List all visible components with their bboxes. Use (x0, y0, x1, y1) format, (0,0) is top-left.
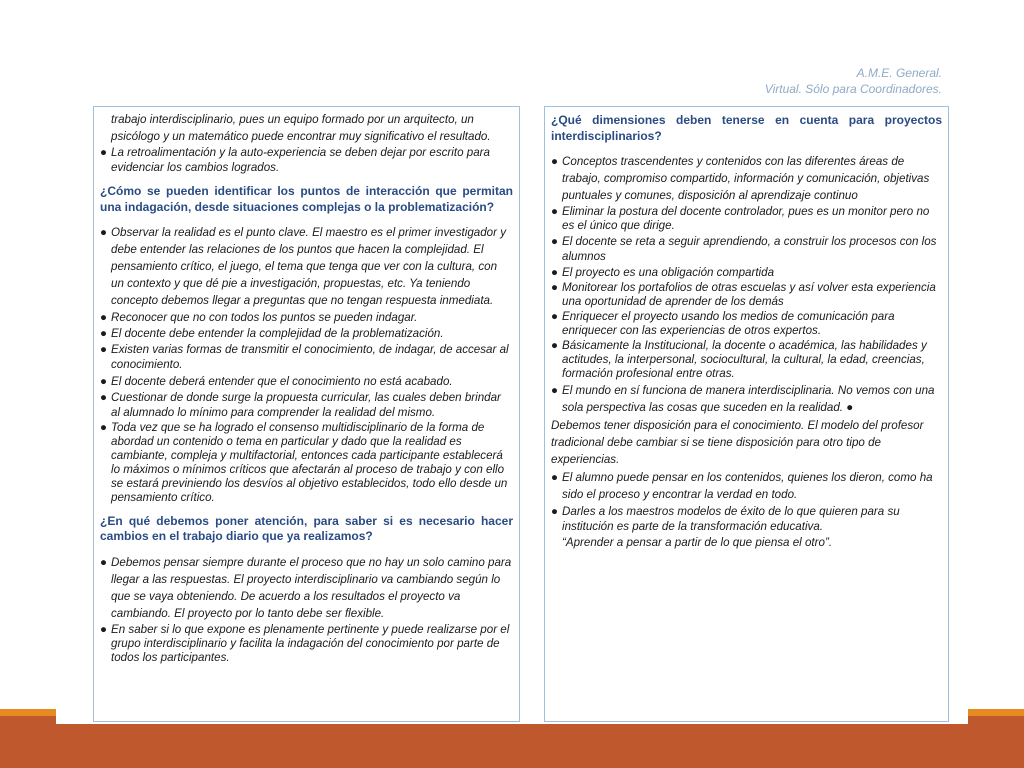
right-bullet-7-text: Básicamente la Institucional, la docente o académica, las habilidades y actitudes, la interpersonal, sociocultural, la cultural, la edad, creencias, formación profesional entre otras. (562, 339, 927, 381)
bullet-icon: ● (551, 505, 559, 519)
right-bullet-5 (551, 281, 942, 309)
left-question-2: ¿En qué debemos poner atención, para saber si es necesario hacer cambios en el trabajo diario que ya realizamos? (100, 513, 513, 544)
left-bullet-6-text: Cuestionar de donde surge la propuesta curricular, las cuales deben brindar al alumnado lo mínimo para comprender la realidad del mismo. (111, 390, 501, 419)
header-title: A.M.E. General. (856, 66, 942, 80)
footer-bar-orange-left (0, 709, 56, 716)
bullet-icon: ● (551, 205, 559, 218)
right-bullet-7 (551, 339, 942, 381)
bullet-icon: ● (100, 343, 108, 357)
bullet-icon: ● (551, 471, 559, 485)
right-bullet-2 (551, 205, 942, 233)
right-bullet-1-text: Conceptos trascendentes y contenidos con las diferentes áreas de trabajo, compromiso compartido, información y comunicación, objetivas puntuales y comunes, disposición al aprendizaje continuo (562, 155, 930, 202)
left-bullet-0-text: La retroalimentación y la auto-experiencia se deben dejar por escrito para evidenciar los cambios logrados. (111, 146, 490, 175)
bullet-icon: ● (551, 310, 559, 324)
bullet-icon: ● (100, 390, 108, 404)
left-question-1: ¿Cómo se pueden identificar los puntos de interacción que permitan una indagación, desde situaciones complejas o la problematización? (100, 184, 513, 214)
right-bullet-4-text: El proyecto es una obligación compartida (562, 266, 775, 280)
right-bullet-4 (551, 265, 942, 280)
right-bullet-8 (551, 382, 942, 416)
left-bullet-0 (100, 145, 513, 175)
bullet-icon: ● (551, 339, 559, 353)
right-bullet-8-text: El mundo en sí funciona de manera interdisciplinaria. No vemos con una sola perspectiva las cosas que suceden en la realidad. ● (562, 384, 935, 415)
left-bullet-2 (100, 310, 513, 325)
right-bullet-11 (551, 504, 942, 534)
right-bullet-6 (551, 310, 942, 338)
left-bullet-8-text: Debemos pensar siempre durante el proceso que no hay un solo camino para llegar a las respuestas. El proyecto interdisciplinario va cambiando según lo que se vaya obteniendo. De acuerdo a los resultados el proyecto va cambiando. El proyecto por lo tanto debe ser flexible. (111, 555, 512, 620)
bullet-icon: ● (551, 281, 559, 295)
left-bullet-9-text: En saber si lo que expone es plenamente pertinente y puede realizarse por el grupo interdisciplinario y facilita la indagación del conocimiento por parte de todos los participantes. (111, 622, 510, 664)
left-bullet-1 (100, 224, 513, 309)
right-bullet-1 (551, 153, 942, 204)
left-bullet-8 (100, 554, 513, 622)
right-bullet-6-text: Enriquecer el proyecto usando los medios de comunicación para enriquecer con las experiencias de otros expertos. (562, 310, 895, 338)
left-bullet-2-text: Reconocer que no con todos los puntos se pueden indagar. (111, 311, 418, 325)
bullet-icon: ● (100, 555, 108, 569)
bullet-icon: ● (100, 226, 108, 240)
left-bullet-7 (100, 421, 513, 505)
footer-bar-orange-right (968, 709, 1024, 716)
right-bullet-3-text: El docente se reta a seguir aprendiendo, a construir los procesos con los alumnos (562, 235, 937, 264)
left-bullet-5 (100, 374, 513, 389)
left-bullet-7-text: Toda vez que se ha logrado el consenso multidisciplinario de la forma de abordad un contenido o tema en particular y dado que la realidad es cambiante, compleja y multifactorial, entonces cada participante establecerá lo máximos o mínimos críticos que afectarán al proceso de trabajo y con ello se estará previniendo los desvíos al objetivo establecidos, todo ello desde un pensamiento crítico. (111, 420, 508, 504)
right-bullet-10-text: El alumno puede pensar en los contenidos, quienes los dieron, como ha sido el proceso y encontrar la verdad en todo. (562, 471, 933, 502)
bullet-icon: ● (100, 146, 108, 159)
bullet-icon: ● (100, 622, 108, 636)
bullet-icon: ● (100, 420, 108, 434)
left-paragraph-0: trabajo interdisciplinario, pues un equipo formado por un arquitecto, un psicólogo y un matemático puede encontrar muy significativo el resultado. (111, 113, 491, 143)
bullet-icon: ● (551, 155, 559, 168)
left-bullet-5-text: El docente deberá entender que el conocimiento no está acabado. (111, 374, 453, 388)
header-subtitle: Virtual. Sólo para Coordinadores. (764, 82, 942, 96)
right-column (544, 106, 949, 722)
bullet-icon: ● (100, 311, 108, 325)
right-paragraph-9-text: Debemos tener disposición para el conocimiento. El modelo del profesor tradicional debe cambiar si se tiene disposición para otro tipo de experiencias. (551, 419, 924, 467)
left-bullet-1-text: Observar la realidad es el punto clave. El maestro es el primer investigador y debe entender las relaciones de los puntos que hacen la complejidad. El pensamiento crítico, el juego, el tema que tenga que ver con la cultura, con un contexto y que dé pie a investigación, propuestas, etc. Ya teniendo concepto debemos llegar a preguntas que no tengan respuesta inmediata. (111, 226, 507, 308)
left-bullet-4-text: Existen varias formas de transmitir el conocimiento, de indagar, de accesar al conocimiento. (111, 343, 509, 372)
right-bullet-2-text: Eliminar la postura del docente controlador, pues es un monitor pero no es el único que dirige. (562, 205, 930, 232)
bullet-icon: ● (100, 327, 108, 341)
right-bullet-11-text: Darles a los maestros modelos de éxito de lo que quieren para su institución es parte de la transformación educativa. (562, 505, 900, 534)
left-bullet-9 (100, 623, 513, 665)
bullet-icon: ● (551, 384, 559, 398)
right-bullet-3 (551, 234, 942, 264)
bullet-icon: ● (551, 235, 559, 248)
right-paragraph-9 (551, 417, 942, 468)
left-bullet-3-text: El docente debe entender la complejidad de la problematización. (111, 327, 444, 341)
left-bullet-4 (100, 342, 513, 372)
right-question-1: ¿Qué dimensiones deben tenerse en cuenta para proyectos interdisciplinarios? (551, 113, 942, 143)
left-bullet-3 (100, 326, 513, 341)
right-bullet-5-text: Monitorear los portafolios de otras escuelas y así volver esta experiencia una oportunidad de aprender de los demás (562, 281, 936, 309)
right-quote: “Aprender a pensar a partir de lo que piensa el otro”. (562, 536, 833, 550)
bullet-icon: ● (100, 374, 108, 388)
right-bullet-10 (551, 469, 942, 503)
left-column (93, 106, 520, 722)
bullet-icon: ● (551, 266, 559, 280)
left-bullet-6 (100, 390, 513, 420)
